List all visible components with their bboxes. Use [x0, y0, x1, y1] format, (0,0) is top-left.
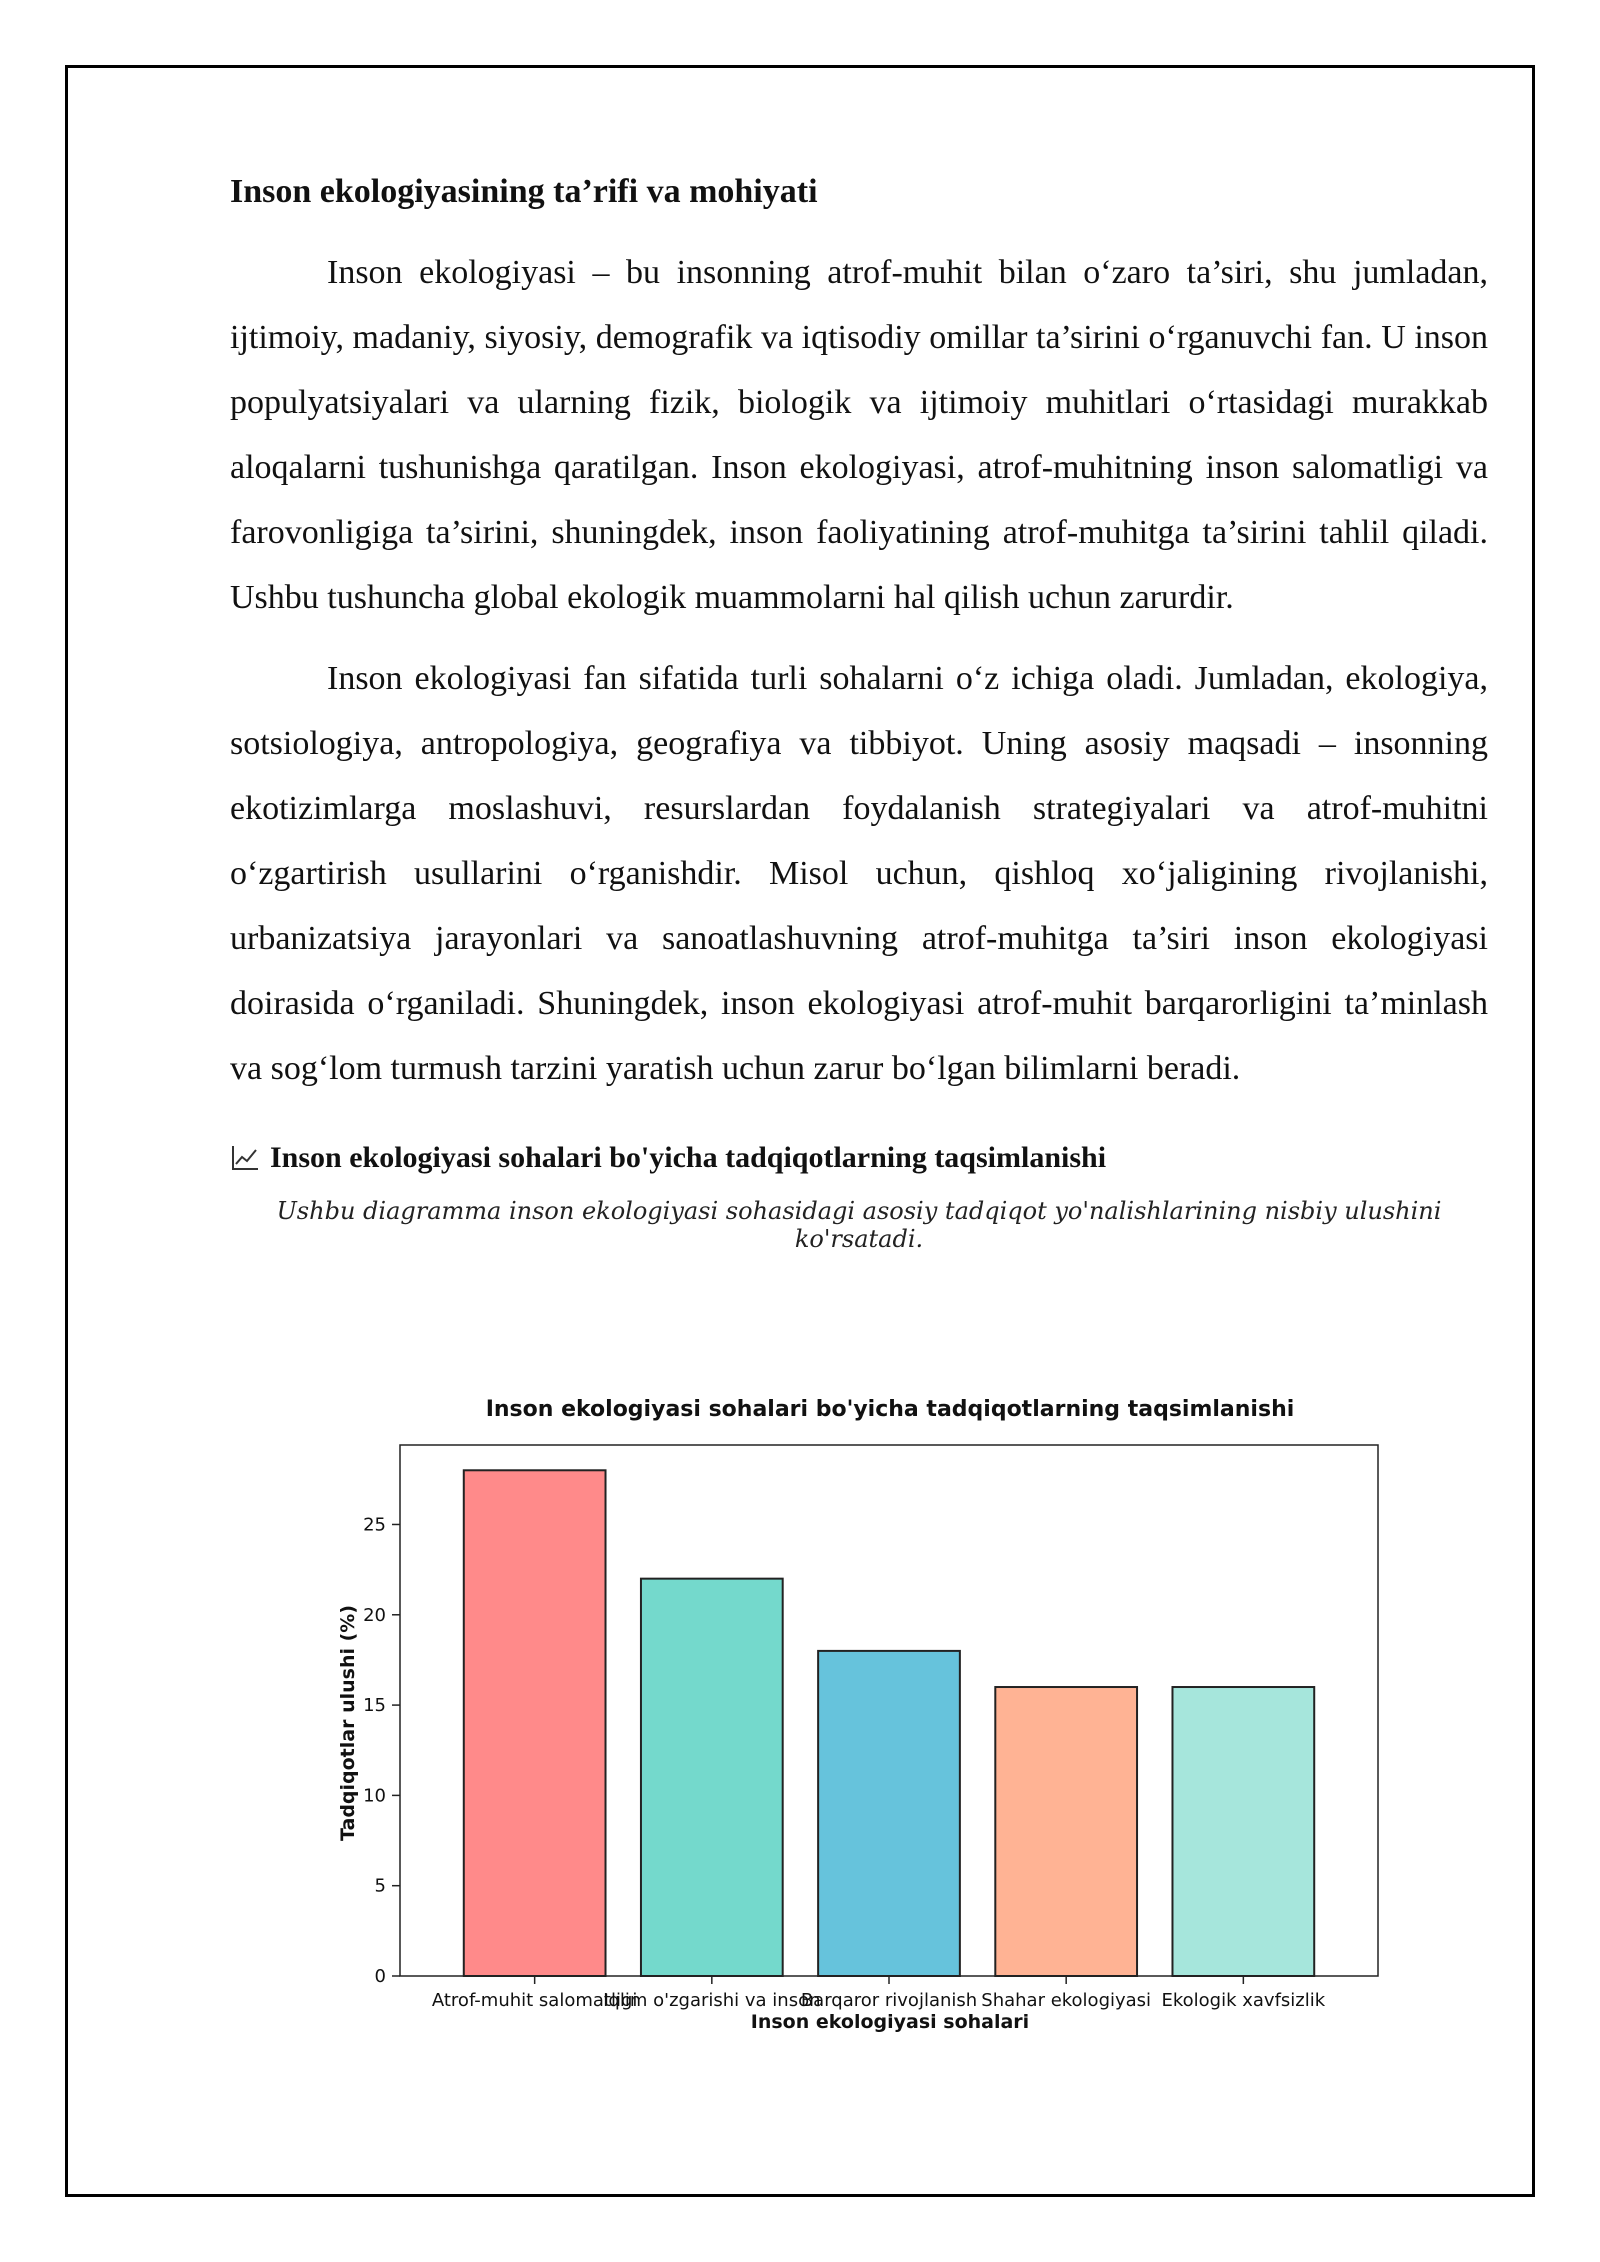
y-tick-label: 5: [374, 1875, 386, 1897]
y-tick-label: 25: [363, 1514, 386, 1536]
figure-heading: [230, 1141, 1488, 1175]
chart-x-axis-label: Inson ekologiyasi sohalari: [750, 2011, 1030, 2033]
bar: [818, 1651, 960, 1976]
bar: [995, 1687, 1137, 1976]
section-title: Inson ekologiyasining ta’rifi va mohiyati: [230, 173, 818, 210]
x-tick-label: Shahar ekologiyasi: [981, 1990, 1152, 2011]
paragraph-1: Inson ekologiyasi – bu insonning atrof-muhit bilan o‘zaro ta’siri, shu jumladan, ijtimoiy, madaniy, siyosiy, demografik va iqtisodiy omillar ta’sirini o‘rganuvchi fan. U inson populyatsiyalari va ularning fizik, biologik va ijtimoiy muhitlari o‘rtasidagi murakkab aloqalarni tushunishga qaratilgan. Inson ekologiyasi, atrof-muhitning inson salomatligi va farovonligiga ta’sirini, shuningdek, inson faoliyatining atrof-muhitga ta’sirini tahlil qiladi. Ushbu tushuncha global ekologik muammolarni hal qilish uchun zarurdir.: [230, 254, 1488, 617]
chart-icon: [230, 1144, 260, 1172]
bar-chart: [300, 1380, 1400, 2060]
figure-heading-text: Inson ekologiyasi sohalari bo'yicha tadqiqotlarning taqsimlanishi: [270, 1141, 1107, 1175]
chart-title: Inson ekologiyasi sohalari bo'yicha tadqiqotlarning taqsimlanishi: [485, 1397, 1295, 1422]
bar: [464, 1470, 606, 1976]
figure-caption: Ushbu diagramma inson ekologiyasi sohasidagi asosiy tadqiqot yo'nalishlarining nisbiy ulushini ko'rsatadi.: [276, 1197, 1442, 1254]
y-tick-label: 0: [374, 1966, 386, 1987]
y-tick-label: 10: [363, 1785, 386, 1807]
x-tick-label: Barqaror rivojlanish: [800, 1990, 978, 2011]
chart-y-axis-label: Tadqiqotlar ulushi (%): [337, 1604, 359, 1842]
y-tick-label: 15: [363, 1695, 386, 1717]
bar: [1172, 1687, 1314, 1976]
x-tick-label: Iqlim o'zgarishi va inson: [603, 1990, 821, 2011]
bar: [641, 1579, 783, 1976]
x-tick-label: Ekologik xavfsizlik: [1161, 1990, 1326, 2011]
paragraph-2: Inson ekologiyasi fan sifatida turli sohalarni o‘z ichiga oladi. Jumladan, ekologiya, sotsiologiya, antropologiya, geografiya va tibbiyot. Uning asosiy maqsadi – insonning ekotizimlarga moslashuvi, resurslardan foydalanish strategiyalari va atrof-muhitni o‘zgartirish usullarini o‘rganishdir. Misol uchun, qishloq xo‘jaligining rivojlanishi, urbanizatsiya jarayonlari va sanoatlashuvning atrof-muhitga ta’siri inson ekologiyasi doirasida o‘rganiladi. Shuningdek, inson ekologiyasi atrof-muhit barqarorligini ta’minlash va sog‘lom turmush tarzini yaratish uchun zarur bo‘lgan bilimlarni beradi.: [230, 660, 1488, 1088]
y-tick-label: 20: [363, 1604, 386, 1626]
document-body: [230, 170, 1488, 1253]
x-tick-label: Atrof-muhit salomatligi: [431, 1990, 638, 2011]
